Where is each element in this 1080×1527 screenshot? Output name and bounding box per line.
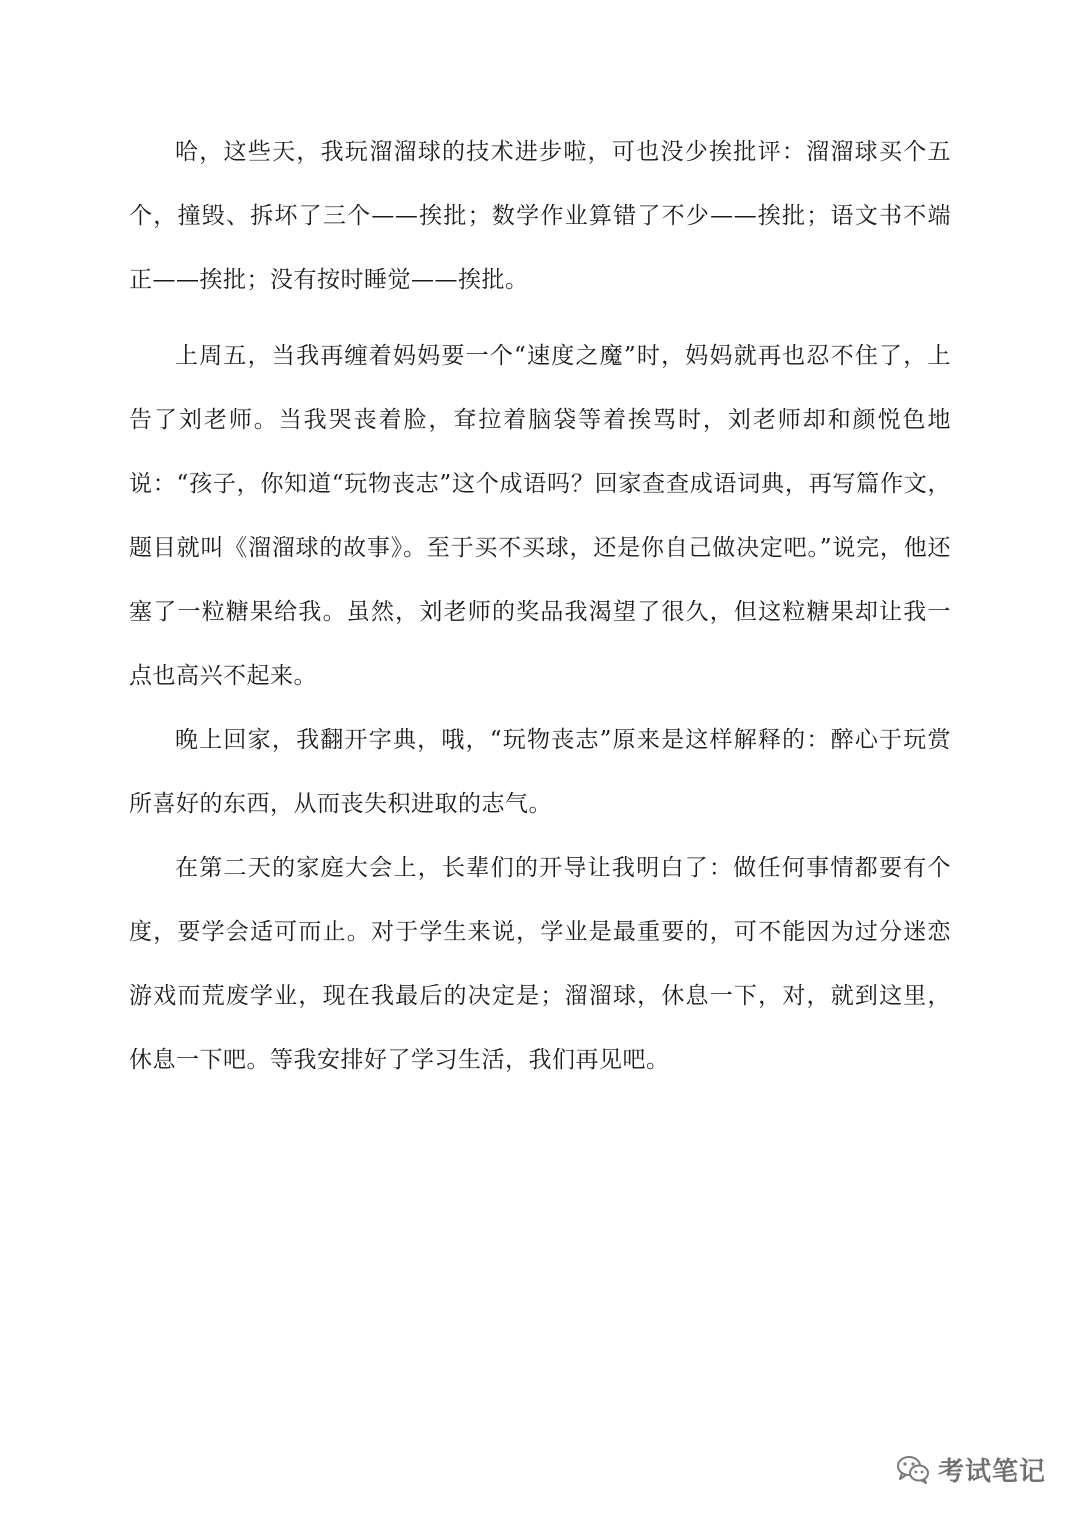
paragraph-1: 哈，这些天，我玩溜溜球的技术进步啦，可也没少挨批评：溜溜球买个五个，撞毁、拆坏了三个——挨批；数学作业算错了不少——挨批；语文书不端正——挨批；没有按时睡觉——挨批。: [129, 139, 951, 293]
wechat-icon: [896, 1454, 930, 1484]
watermark: [896, 1451, 1046, 1487]
watermark-text: 考试笔记: [937, 1456, 1046, 1487]
paragraph-3: 晚上回家，我翻开字典，哦，“玩物丧志”原来是这样解释的：醉心于玩赏所喜好的东西，从而丧失积进取的志气。: [129, 727, 951, 817]
paragraph-2: 上周五，当我再缠着妈妈要一个“速度之魔”时，妈妈就再也忍不住了，上告了刘老师。当我哭丧着脸，耷拉着脑袋等着挨骂时，刘老师却和颜悦色地说：“孩子，你知道“玩物丧志”这个成语吗？回家查查成语词典，再写篇作文，题目就叫《溜溜球的故事》。至于买不买球，还是你自己做决定吧。”说完，他还塞了一粒糖果给我。虽然，刘老师的奖品我渴望了很久，但这粒糖果却让我一点也高兴不起来。: [129, 343, 951, 689]
document-body: [129, 120, 951, 1092]
paragraph-4: 在第二天的家庭大会上，长辈们的开导让我明白了：做任何事情都要有个度，要学会适可而止。对于学生来说，学业是最重要的，可不能因为过分迷恋游戏而荒废学业，现在我最后的决定是；溜溜球，休息一下，对，就到这里，休息一下吧。等我安排好了学习生活，我们再见吧。: [129, 855, 951, 1073]
